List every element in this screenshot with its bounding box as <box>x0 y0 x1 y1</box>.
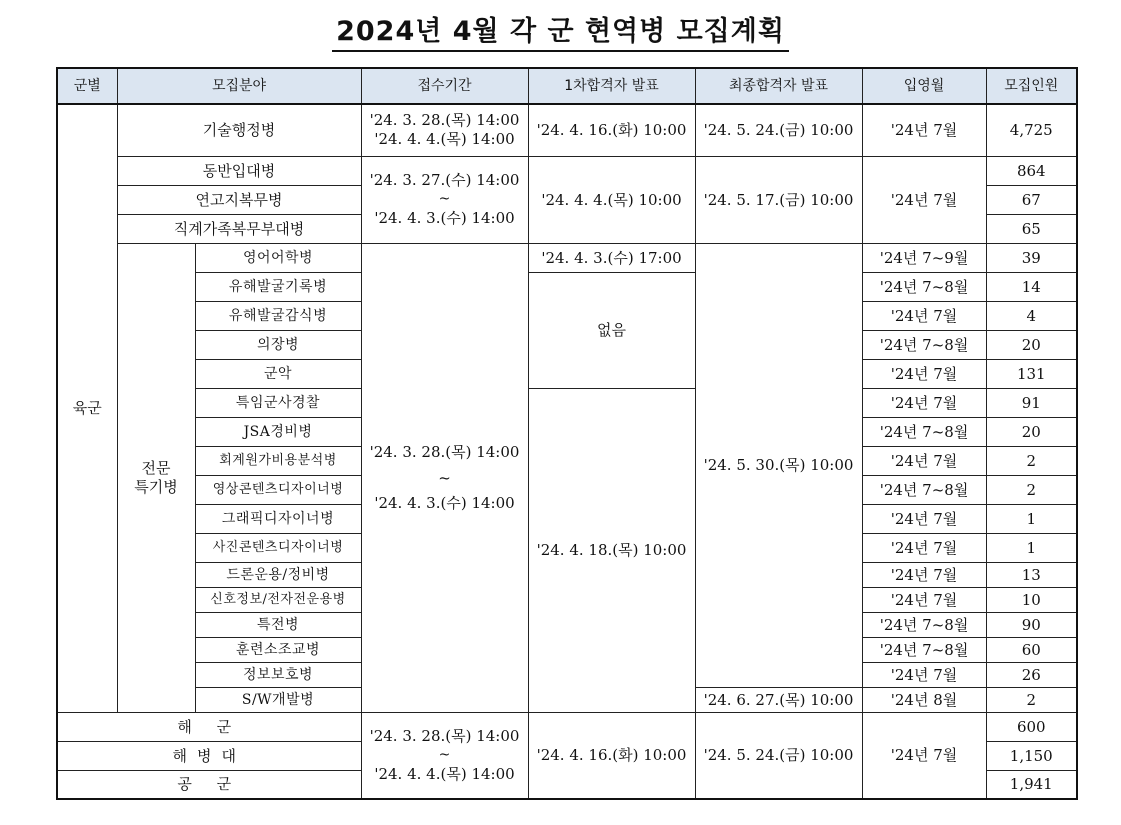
count: 39 <box>986 243 1077 272</box>
header-enlist-month: 입영월 <box>862 68 986 104</box>
enlist-month: '24년 7월 <box>862 359 986 388</box>
count: 13 <box>986 562 1077 587</box>
final-result: '24. 5. 30.(목) 10:00 <box>695 243 862 687</box>
count: 60 <box>986 637 1077 662</box>
period-end: '24. 4. 4.(목) 14:00 <box>374 130 515 149</box>
header-final-result: 최종합격자 발표 <box>695 68 862 104</box>
field-name: S/W개발병 <box>195 687 361 712</box>
period-start: '24. 3. 28.(목) 14:00 <box>369 726 520 745</box>
field-name: 회계원가비용분석병 <box>195 446 361 475</box>
count: 2 <box>986 446 1077 475</box>
field-name: 특전병 <box>195 612 361 637</box>
enlist-month: '24년 7~8월 <box>862 417 986 446</box>
special-group-label <box>117 243 195 712</box>
first-result: '24. 4. 16.(화) 10:00 <box>528 712 695 799</box>
enlist-month: '24년 7월 <box>862 301 986 330</box>
field-name: 그래픽디자이너병 <box>195 504 361 533</box>
field-name: 유해발굴기록병 <box>195 272 361 301</box>
enlist-month: '24년 7~8월 <box>862 330 986 359</box>
first-result: 없음 <box>528 272 695 388</box>
header-field: 모집분야 <box>117 68 361 104</box>
count: 864 <box>986 156 1077 185</box>
header-period: 접수기간 <box>361 68 528 104</box>
field-name: 영상콘텐츠디자이너병 <box>195 475 361 504</box>
count: 4 <box>986 301 1077 330</box>
field-name: 드론운용/정비병 <box>195 562 361 587</box>
count: 20 <box>986 417 1077 446</box>
enlist-month: '24년 8월 <box>862 687 986 712</box>
final-result: '24. 6. 27.(목) 10:00 <box>695 687 862 712</box>
branch-name: 해 군 <box>57 712 361 741</box>
period-end: '24. 4. 3.(수) 14:00 <box>374 209 515 227</box>
page-title: 2024년 4월 각 군 현역병 모집계획 <box>332 14 789 52</box>
enlist-month: '24년 7월 <box>862 388 986 417</box>
field-name: 훈련소조교병 <box>195 637 361 662</box>
period-end: '24. 4. 3.(수) 14:00 <box>374 493 515 512</box>
enlist-month: '24년 7월 <box>862 156 986 243</box>
period-end: '24. 4. 4.(목) 14:00 <box>374 764 515 783</box>
field-name: 신호정보/전자전운용병 <box>195 587 361 612</box>
period-start: '24. 3. 28.(목) 14:00 <box>369 442 520 461</box>
special-label-line1: 전문 <box>141 458 171 477</box>
enlist-month: '24년 7월 <box>862 104 986 156</box>
count: 90 <box>986 612 1077 637</box>
table-row <box>57 388 1077 417</box>
field-name: 영어어학병 <box>195 243 361 272</box>
period-tilde: ~ <box>438 468 451 487</box>
count: 1,150 <box>986 741 1077 770</box>
enlist-month: '24년 7~8월 <box>862 612 986 637</box>
table-row <box>57 272 1077 301</box>
period-cell <box>361 243 528 712</box>
enlist-month: '24년 7월 <box>862 662 986 687</box>
count: 20 <box>986 330 1077 359</box>
field-name: 군악 <box>195 359 361 388</box>
first-result: '24. 4. 18.(목) 10:00 <box>528 388 695 712</box>
count: 2 <box>986 475 1077 504</box>
period-cell <box>361 104 528 156</box>
branch-name: 공 군 <box>57 770 361 799</box>
enlist-month: '24년 7~8월 <box>862 475 986 504</box>
enlist-month: '24년 7~8월 <box>862 272 986 301</box>
field-name: 정보보호병 <box>195 662 361 687</box>
enlist-month: '24년 7월 <box>862 562 986 587</box>
field-name: JSA경비병 <box>195 417 361 446</box>
special-label-line2: 특기병 <box>134 477 178 496</box>
field-name: 동반입대병 <box>117 156 361 185</box>
table-row <box>57 243 1077 272</box>
table-header-row <box>57 68 1077 104</box>
first-result: '24. 4. 3.(수) 17:00 <box>528 243 695 272</box>
enlist-month: '24년 7월 <box>862 533 986 562</box>
count: 1 <box>986 504 1077 533</box>
count: 600 <box>986 712 1077 741</box>
period-cell <box>361 156 528 243</box>
header-first-result: 1차합격자 발표 <box>528 68 695 104</box>
count: 1,941 <box>986 770 1077 799</box>
count: 26 <box>986 662 1077 687</box>
field-name: 의장병 <box>195 330 361 359</box>
field-name: 직계가족복무부대병 <box>117 214 361 243</box>
period-tilde: ~ <box>438 746 451 763</box>
field-name: 사진콘텐츠디자이너병 <box>195 533 361 562</box>
final-result: '24. 5. 24.(금) 10:00 <box>695 712 862 799</box>
count: 65 <box>986 214 1077 243</box>
field-name: 유해발굴감식병 <box>195 301 361 330</box>
count: 2 <box>986 687 1077 712</box>
enlist-month: '24년 7월 <box>862 712 986 799</box>
period-tilde: ~ <box>438 191 451 207</box>
field-name: 연고지복무병 <box>117 185 361 214</box>
first-result: '24. 4. 4.(목) 10:00 <box>528 156 695 243</box>
final-result: '24. 5. 17.(금) 10:00 <box>695 156 862 243</box>
enlist-month: '24년 7월 <box>862 587 986 612</box>
field-name: 특임군사경찰 <box>195 388 361 417</box>
branch-army: 육군 <box>57 104 117 712</box>
header-branch: 군별 <box>57 68 117 104</box>
page-title-wrap <box>0 14 1121 52</box>
count: 67 <box>986 185 1077 214</box>
table-row <box>57 104 1077 156</box>
enlist-month: '24년 7월 <box>862 446 986 475</box>
enlist-month: '24년 7~8월 <box>862 637 986 662</box>
branch-name: 해병대 <box>57 741 361 770</box>
count: 14 <box>986 272 1077 301</box>
period-start: '24. 3. 27.(수) 14:00 <box>369 171 520 189</box>
header-count: 모집인원 <box>986 68 1077 104</box>
enlist-month: '24년 7월 <box>862 504 986 533</box>
enlist-month: '24년 7~9월 <box>862 243 986 272</box>
count: 10 <box>986 587 1077 612</box>
count: 131 <box>986 359 1077 388</box>
recruitment-table <box>56 67 1078 800</box>
table-row <box>57 156 1077 185</box>
period-start: '24. 3. 28.(목) 14:00 <box>369 111 520 130</box>
count: 1 <box>986 533 1077 562</box>
count: 4,725 <box>986 104 1077 156</box>
final-result: '24. 5. 24.(금) 10:00 <box>695 104 862 156</box>
period-cell <box>361 712 528 799</box>
field-name: 기술행정병 <box>117 104 361 156</box>
first-result: '24. 4. 16.(화) 10:00 <box>528 104 695 156</box>
table-row <box>57 712 1077 741</box>
count: 91 <box>986 388 1077 417</box>
